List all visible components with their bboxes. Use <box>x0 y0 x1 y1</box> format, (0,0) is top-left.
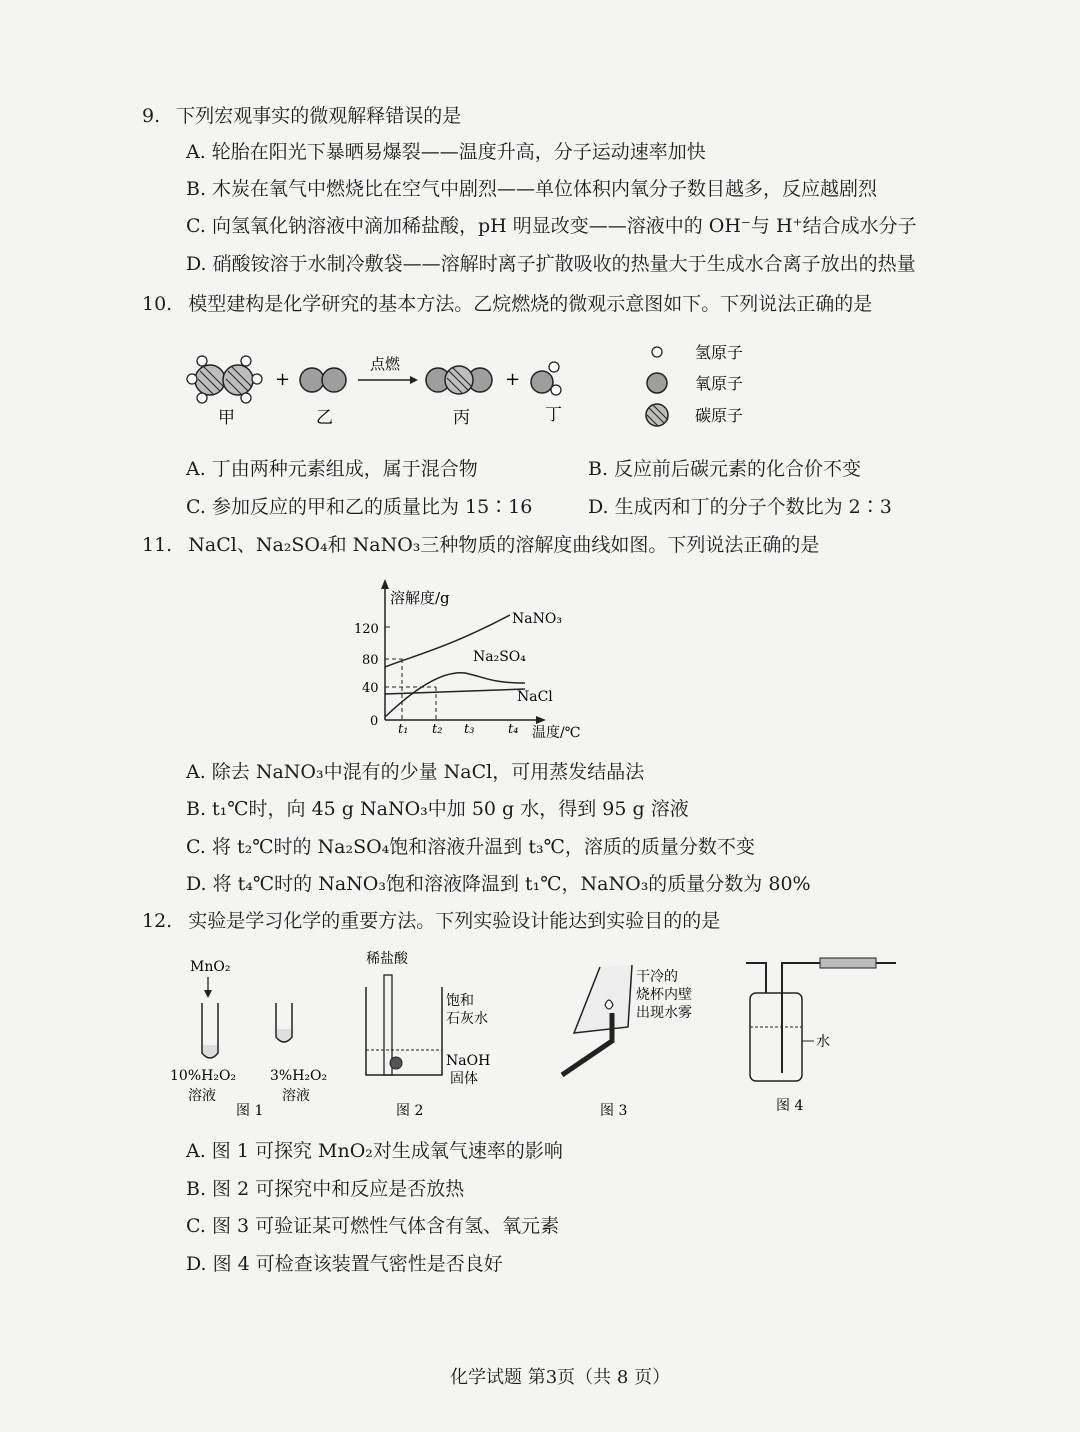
plus-sign-1: + <box>275 369 291 390</box>
fig1-solution-1: 溶液 <box>188 1088 216 1104</box>
ytick-0: 0 <box>370 714 379 729</box>
option-12c: C. 图 3 可验证某可燃性气体含有氢、氧元素 <box>186 1215 560 1237</box>
label-bing: 丙 <box>453 408 470 428</box>
condition-label: 点燃 <box>370 355 401 373</box>
option-10b: B. 反应前后碳元素的化合价不变 <box>588 458 862 480</box>
question-stem: 实验是学习化学的重要方法。下列实验设计能达到实验目的的是 <box>188 910 721 932</box>
series-line-nacl <box>385 689 525 694</box>
fig2-acid: 稀盐酸 <box>366 951 408 967</box>
option-9d: D. 硝酸铵溶于水制冷敷袋——溶解时离子扩散吸收的热量大于生成水合离子放出的热量 <box>186 253 916 275</box>
legend-hydrogen: 氢原子 <box>695 343 744 362</box>
xtick-t2: t₂ <box>432 722 443 737</box>
option-11a: A. 除去 NaNO₃中混有的少量 NaCl，可用蒸发结晶法 <box>186 761 645 783</box>
question-number: 12. <box>142 910 173 932</box>
option-11b: B. t₁℃时，向 45 g NaNO₃中加 50 g 水，得到 95 g 溶液 <box>186 798 689 820</box>
oxygen-atom-icon <box>647 373 667 393</box>
series-label-na2so4: Na₂SO₄ <box>473 649 526 665</box>
gas-bottle <box>750 993 802 1081</box>
question-11 <box>142 533 819 557</box>
series-label-nacl: NaCl <box>517 689 553 705</box>
fig3-note-2: 烧杯内壁 <box>636 987 692 1003</box>
inverted-beaker <box>574 965 632 1033</box>
figure-3 <box>562 965 692 1119</box>
molecule-ding <box>531 362 561 395</box>
question-number: 10. <box>142 293 173 315</box>
option-9b: B. 木炭在氧气中燃烧比在空气中剧烈——单位体积内氧分子数目越多，反应越剧烈 <box>186 178 878 200</box>
label-yi: 乙 <box>316 408 333 428</box>
question-10 <box>142 292 872 316</box>
question-12 <box>142 909 720 933</box>
reaction-diagram <box>180 335 800 435</box>
molecule-yi <box>300 368 346 392</box>
option-10d: D. 生成丙和丁的分子个数比为 2∶3 <box>588 496 892 518</box>
fig4-water: 水 <box>816 1034 830 1050</box>
figure-1 <box>170 959 327 1119</box>
option-12a: A. 图 1 可探究 MnO₂对生成氧气速率的影响 <box>186 1140 563 1162</box>
fig3-note-1: 干冷的 <box>636 969 678 985</box>
fig2-solid-1: NaOH <box>446 1053 491 1069</box>
fig2-solid-2: 固体 <box>450 1071 478 1087</box>
syringe <box>820 958 876 968</box>
option-12d: D. 图 4 可检查该装置气密性是否良好 <box>186 1253 503 1275</box>
arrow-head <box>410 376 418 384</box>
label-jia: 甲 <box>218 408 235 428</box>
flame-icon <box>605 1000 613 1009</box>
legend-carbon: 碳原子 <box>695 406 744 425</box>
fig1-caption: 图 1 <box>236 1103 264 1119</box>
option-12b: B. 图 2 可探究中和反应是否放热 <box>186 1178 465 1200</box>
option-9a: A. 轮胎在阳光下暴晒易爆裂——温度升高，分子运动速率加快 <box>186 141 706 163</box>
xtick-t4: t₄ <box>508 722 519 737</box>
series-line-na2so4 <box>385 673 525 717</box>
xtick-t3: t₃ <box>464 722 475 737</box>
page-footer: 化学试题 第3页（共 8 页） <box>450 1367 671 1388</box>
plus-sign-2: + <box>505 369 521 390</box>
option-10a: A. 丁由两种元素组成，属于混合物 <box>186 458 478 480</box>
solubility-chart <box>340 575 600 745</box>
fig4-caption: 图 4 <box>776 1098 804 1114</box>
beaker <box>366 987 442 1075</box>
option-9c: C. 向氢氧化钠溶液中滴加稀盐酸，pH 明显改变——溶液中的 OH⁻与 H⁺结合成水分子 <box>186 215 917 237</box>
question-stem: NaCl、Na₂SO₄和 NaNO₃三种物质的溶解度曲线如图。下列说法正确的是 <box>188 534 820 556</box>
fig2-caption: 图 2 <box>396 1103 424 1119</box>
experiment-figures <box>160 945 920 1125</box>
series-label-nano3: NaNO₃ <box>512 611 562 627</box>
molecule-bing <box>426 366 492 394</box>
carbon-atom-icon <box>646 404 668 426</box>
ytick-40: 40 <box>362 681 379 696</box>
figure-4 <box>746 958 896 1114</box>
question-number: 9. <box>142 105 161 127</box>
molecule-jia <box>187 356 262 403</box>
label-ding: 丁 <box>545 405 562 425</box>
ytick-120: 120 <box>354 622 379 637</box>
option-11c: C. 将 t₂℃时的 Na₂SO₄饱和溶液升温到 t₃℃，溶质的质量分数不变 <box>186 836 755 858</box>
hydrogen-atom-icon <box>652 347 662 357</box>
question-stem: 下列宏观事实的微观解释错误的是 <box>176 105 462 127</box>
question-9 <box>142 104 461 128</box>
fig1-reagent: MnO₂ <box>190 959 231 975</box>
question-number: 11. <box>142 534 173 556</box>
fig3-note-3: 出现水雾 <box>636 1005 692 1021</box>
y-axis-label: 溶解度/g <box>390 589 450 607</box>
fig3-caption: 图 3 <box>600 1103 628 1119</box>
fig1-tube1-label: 10%H₂O₂ <box>170 1068 237 1084</box>
fig1-solution-2: 溶液 <box>282 1088 310 1104</box>
legend-oxygen: 氧原子 <box>695 374 744 393</box>
ytick-80: 80 <box>362 653 379 668</box>
fig2-liquid-2: 石灰水 <box>446 1011 488 1027</box>
question-stem: 模型建构是化学研究的基本方法。乙烷燃烧的微观示意图如下。下列说法正确的是 <box>188 293 873 315</box>
option-10c: C. 参加反应的甲和乙的质量比为 15∶16 <box>186 496 533 518</box>
fig2-liquid-1: 饱和 <box>446 993 474 1009</box>
x-axis-label: 温度/℃ <box>532 725 581 741</box>
fig1-tube2-label: 3%H₂O₂ <box>270 1068 328 1084</box>
option-11d: D. 将 t₄℃时的 NaNO₃饱和溶液降温到 t₁℃，NaNO₃的质量分数为 80% <box>186 873 811 895</box>
figure-2 <box>366 950 490 1119</box>
xtick-t1: t₁ <box>398 722 409 737</box>
